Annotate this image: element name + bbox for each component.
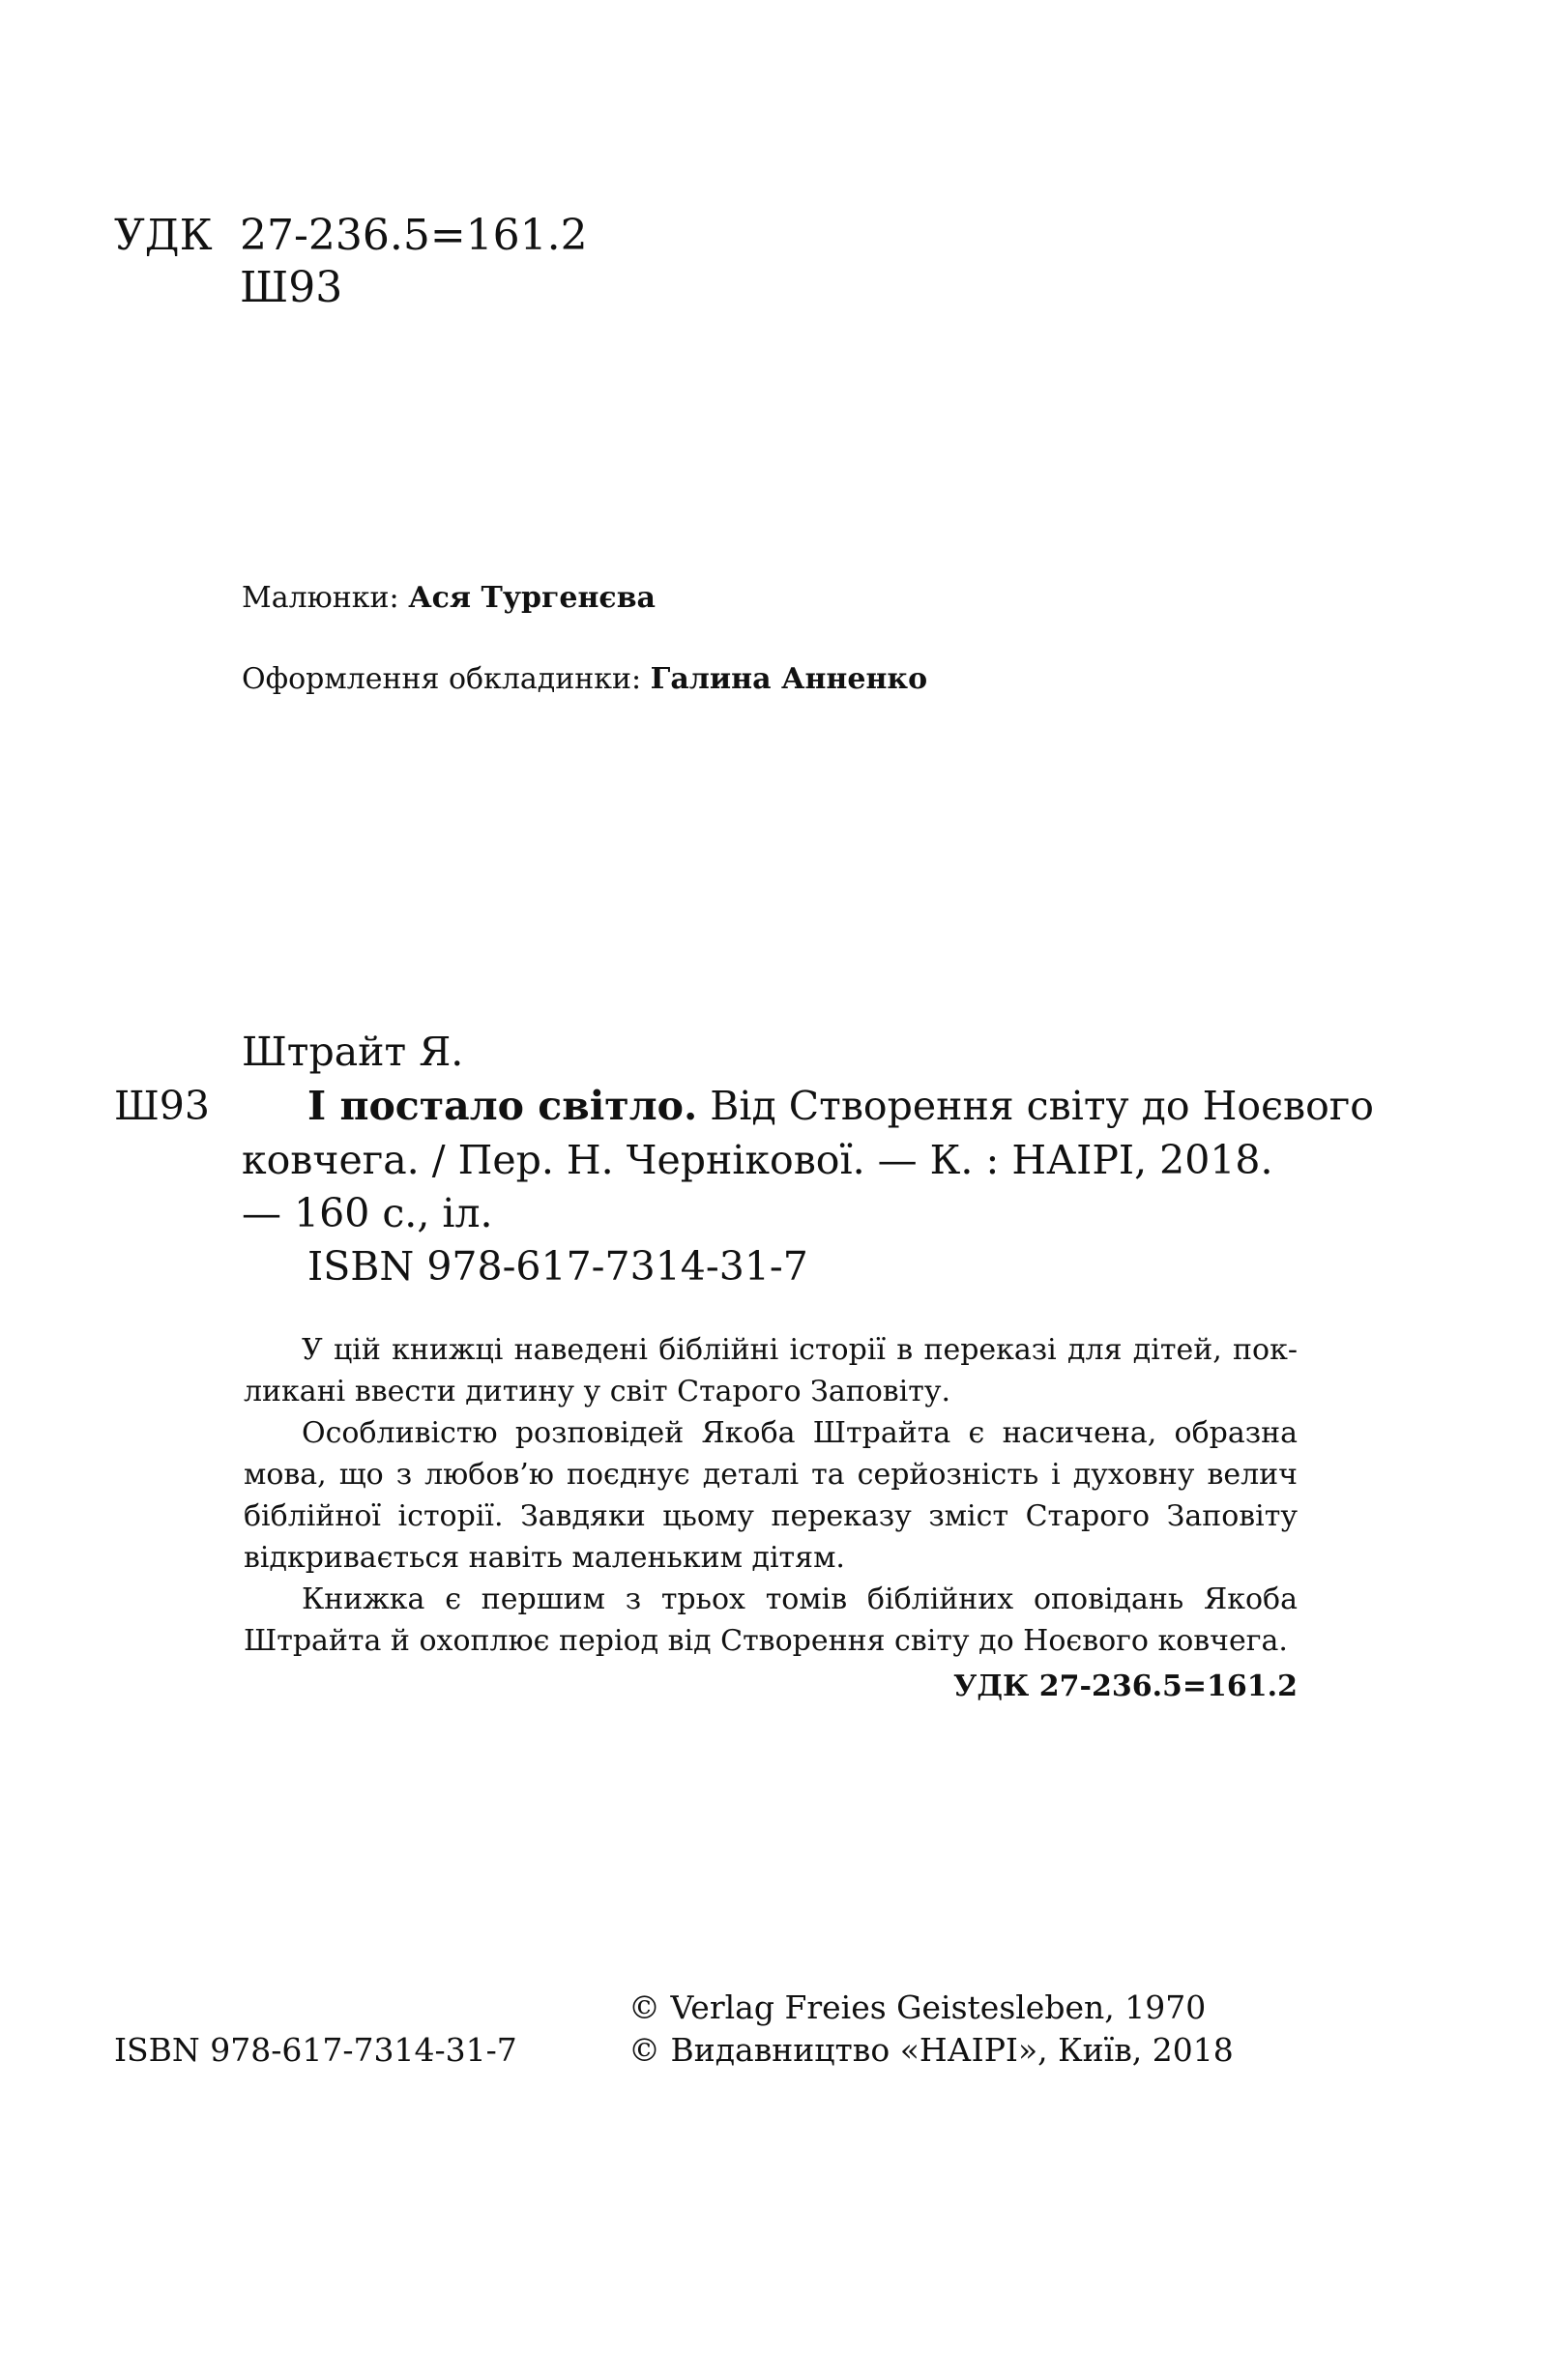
illustrations-name: Ася Тургенєва (408, 581, 656, 615)
cover-name: Галина Анненко (650, 662, 928, 696)
footer-isbn: ISBN 978-617-7314-31-7 (114, 2031, 517, 2069)
copyright-original: © Verlag Freies Geistesleben, 1970 (628, 1988, 1207, 2026)
author-mark-top: Ш93 (240, 263, 343, 312)
card-title-line (307, 1083, 1374, 1129)
annotation (244, 1329, 1298, 1707)
card-line-2: ковчега. / Пер. Н. Чернікової. — К. : НАІРІ, 2018. (242, 1137, 1273, 1183)
cover-credit (242, 662, 928, 696)
annotation-paragraph-3: Книжка є першим з трьох томів біблійних оповідань Якоба Штрайта й охоплює період від Створення світу до Ноєвого ковчега. (244, 1582, 1298, 1658)
illustrations-credit (242, 581, 656, 615)
annotation-paragraph-2: Особливістю розповідей Якоба Штрайта є насичена, образна мова, що з любов’ю поєднує деталі та серйозність і духовну велич біблійної історії. Завдяки цьому переказу зміст Старого Заповіту відкривається навіть маленьким дітям. (244, 1416, 1298, 1575)
copyright-publisher: © Видавництво «НАІРІ», Київ, 2018 (628, 2031, 1234, 2069)
udc-label: УДК (114, 211, 213, 260)
card-author: Штрайт Я. (242, 1029, 464, 1075)
annotation-paragraph-1: У цій книжці наведені біблійні історії в переказі для дітей, покликані ввести дитину у світ Старого Заповіту. (244, 1333, 1298, 1408)
udc-code: 27-236.5=161.2 (240, 211, 588, 260)
card-line-3: — 160 с., іл. (242, 1190, 493, 1236)
annotation-udc: УДК 27-236.5=161.2 (953, 1669, 1298, 1703)
card-mark: Ш93 (114, 1083, 210, 1129)
card-title-rest: Від Створення світу до Ноєвого (697, 1083, 1374, 1129)
cover-label: Оформлення обкладинки: (242, 662, 642, 696)
card-title: І постало світло. (307, 1083, 698, 1129)
card-isbn: ISBN 978-617-7314-31-7 (307, 1243, 808, 1290)
illustrations-label: Малюнки: (242, 581, 399, 615)
